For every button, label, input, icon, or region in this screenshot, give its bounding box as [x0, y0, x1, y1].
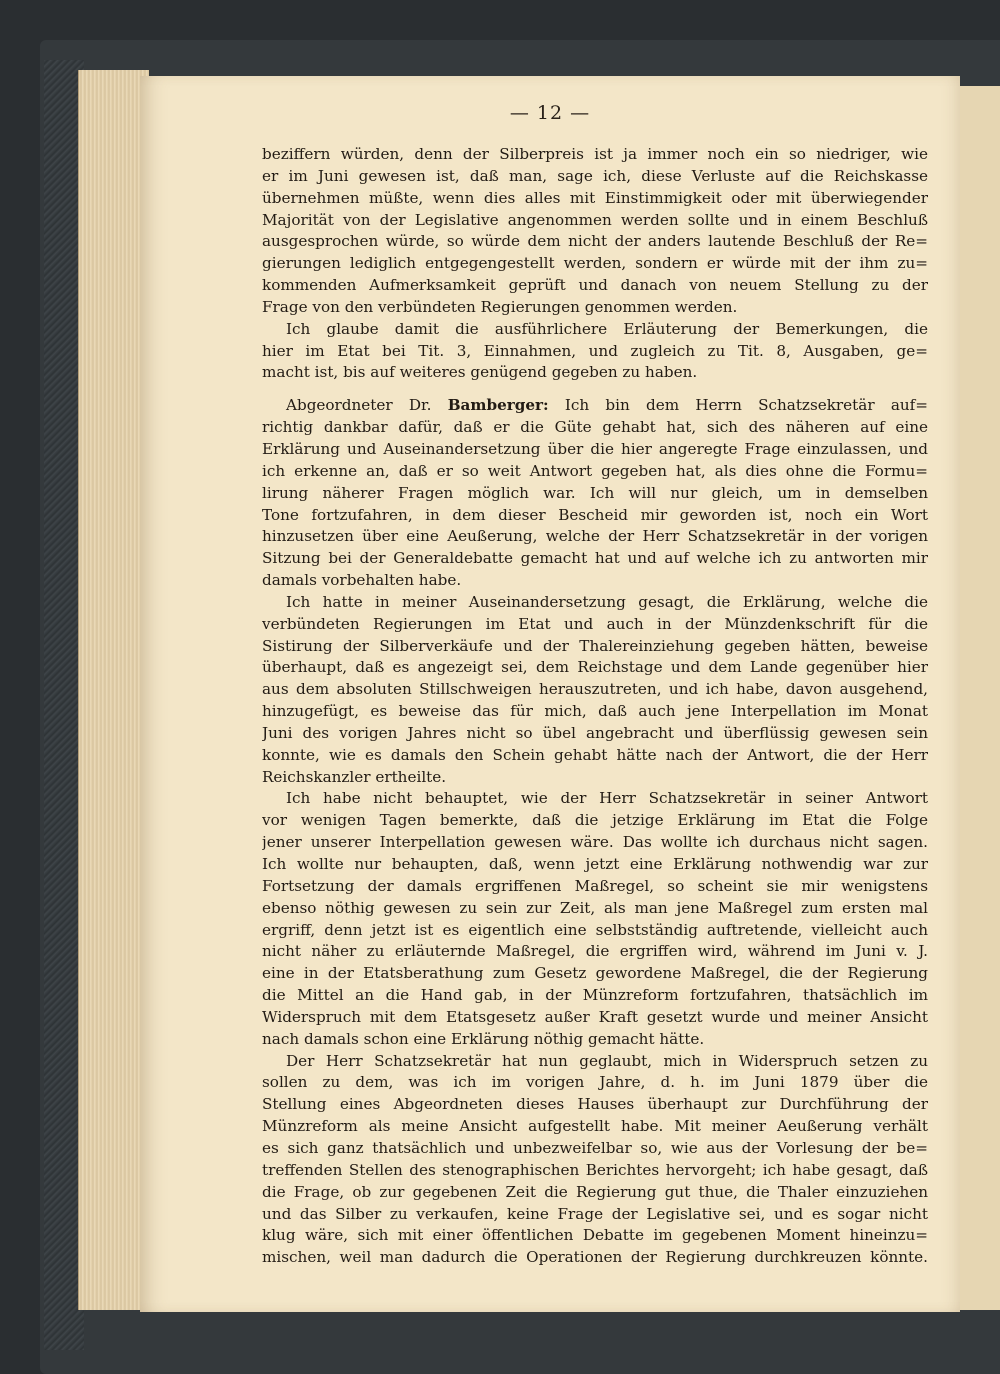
text-line: gierungen lediglich entgegengestellt werden, sondern er würde mit der ihm zu= — [262, 254, 928, 273]
text-line: hier im Etat bei Tit. 3, Einnahmen, und zugleich zu Tit. 8, Ausgaben, ge= — [262, 341, 928, 360]
text-line: jener unserer Interpellation gewesen wäre. Das wollte ich durchaus nicht sagen. — [262, 833, 928, 852]
text-line: lirung näherer Fragen möglich war. Ich will nur gleich, um in demselben — [262, 483, 928, 502]
text-line: Widerspruch mit dem Etatsgesetz außer Kraft gesetzt wurde und meiner Ansicht — [262, 1007, 928, 1026]
text-line: ergriff, denn jetzt ist es eigentlich eine selbstständig auftretende, vielleicht auch — [262, 920, 928, 939]
text-line: überhaupt, daß es angezeigt sei, dem Reichstage und dem Lande gegenüber hier — [262, 658, 928, 677]
text-line: beziffern würden, denn der Silberpreis ist ja immer noch ein so niedriger, wie — [262, 145, 928, 163]
page-body — [262, 144, 928, 1269]
text-line: ich erkenne an, daß er so weit Antwort gegeben hat, als dies ohne die Formu= — [262, 461, 928, 480]
text-line: eine in der Etatsberathung zum Gesetz gewordene Maßregel, die der Regierung — [262, 964, 928, 983]
text-line: Sistirung der Silberverkäufe und der Thalereinziehung gegeben hätten, beweise — [262, 636, 928, 655]
paragraph — [262, 144, 928, 319]
text-line: hinzugefügt, es beweise das für mich, daß auch jene Interpellation im Monat — [262, 702, 928, 721]
text-line: Ich wollte nur behaupten, daß, wenn jetzt eine Erklärung nothwendig war zur — [262, 855, 928, 873]
speaker-prefix: Abgeordneter Dr. — [286, 396, 432, 415]
text-line: Ich hatte in meiner Auseinandersetzung gesagt, die Erklärung, welche die — [286, 592, 928, 611]
text-line: nicht näher zu erläuternde Maßregel, die ergriffen wird, während im Juni v. J. — [262, 942, 928, 961]
text-line: sollen zu dem, was ich im vorigen Jahre, d. h. im Juni 1879 über die — [262, 1073, 928, 1092]
text-line: vor wenigen Tagen bemerkte, daß die jetzige Erklärung im Etat die Folge — [262, 811, 928, 830]
text-line: konnte, wie es damals den Schein gehabt hätte nach der Antwort, die der Herr — [262, 745, 928, 764]
text-line: treffenden Stellen des stenographischen Berichtes hervorgeht; ich habe gesagt, daß — [262, 1160, 928, 1179]
text-line: Juni des vorigen Jahres nicht so übel angebracht und überflüssig gewesen sein — [262, 723, 928, 742]
speaker-paragraph — [262, 395, 928, 592]
text-line: hinzusetzen über eine Aeußerung, welche der Herr Schatzsekretär in der vorigen — [262, 527, 928, 546]
text-line: nach damals schon eine Erklärung nöthig gemacht hätte. — [262, 1029, 705, 1048]
text-line: verbündeten Regierungen im Etat und auch in der Münzdenkschrift für die — [262, 614, 928, 633]
text-line: Majorität von der Legislative angenommen werden sollte und in einem Beschluß — [262, 210, 928, 229]
text-line: macht ist, bis auf weiteres genügend gegeben zu haben. — [262, 363, 698, 382]
text-line: Ich habe nicht behauptet, wie der Herr Schatzsekretär in seiner Antwort — [286, 789, 928, 808]
text-line: Frage von den verbündeten Regierungen genommen werden. — [262, 297, 738, 316]
text-line: aus dem absoluten Stillschweigen herauszutreten, und ich habe, davon ausgehend, — [262, 680, 928, 699]
book-page — [140, 76, 960, 1312]
text-line: Reichskanzler ertheilte. — [262, 767, 447, 786]
text-line: Erklärung und Auseinandersetzung über die hier angeregte Frage einzulassen, und — [262, 439, 928, 458]
page-number: — 12 — — [509, 102, 591, 124]
speaker-line — [262, 395, 928, 417]
text-line: Tone fortzufahren, in dem dieser Bescheid mir geworden ist, noch ein Wort — [262, 505, 928, 524]
speaker-name: Bamberger: — [447, 396, 549, 415]
text-line: mischen, weil man dadurch die Operationen der Regierung durchkreuzen könnte. — [262, 1248, 928, 1267]
text-line: er im Juni gewesen ist, daß man, sage ich, diese Verluste auf die Reichskasse — [262, 166, 928, 185]
text-line: kommenden Aufmerksamkeit geprüft und danach von neuem Stellung zu der — [262, 276, 928, 295]
text-line: richtig dankbar dafür, daß er die Güte gehabt hat, sich des näheren auf eine — [262, 418, 928, 437]
text-line: ebenso nöthig gewesen zu sein zur Zeit, als man jene Maßregel zum ersten mal — [262, 898, 928, 917]
text-line: Ich glaube damit die ausführlichere Erläuterung der Bemerkungen, die — [286, 319, 928, 338]
speaker-line-rest: Ich bin dem Herrn Schatzsekretär auf= — [564, 396, 928, 415]
text-line: Der Herr Schatzsekretär hat nun geglaubt, mich in Widerspruch setzen zu — [286, 1051, 928, 1070]
text-line: Fortsetzung der damals ergriffenen Maßregel, so scheint sie mir wenigstens — [262, 876, 928, 895]
text-line: die Mittel an die Hand gab, in der Münzreform fortzufahren, thatsächlich im — [262, 986, 928, 1005]
paragraph — [262, 788, 928, 1050]
paragraph — [262, 1051, 928, 1269]
paragraph — [262, 592, 928, 789]
text-line: ausgesprochen würde, so würde dem nicht der anders lautende Beschluß der Re= — [262, 232, 928, 251]
page-edges — [78, 70, 149, 1310]
text-line: übernehmen müßte, wenn dies alles mit Einstimmigkeit oder mit überwiegender — [262, 188, 928, 207]
text-line: klug wäre, sich mit einer öffentlichen Debatte im gegebenen Moment hineinzu= — [262, 1226, 928, 1245]
text-line: Münzreform als meine Ansicht aufgestellt habe. Mit meiner Aeußerung verhält — [262, 1117, 928, 1136]
paragraph — [262, 319, 928, 385]
text-line: und das Silber zu verkaufen, keine Frage der Legislative sei, und es sogar nicht — [262, 1204, 928, 1223]
text-line: damals vorbehalten habe. — [262, 571, 462, 590]
text-line: die Frage, ob zur gegebenen Zeit die Regierung gut thue, die Thaler einzuziehen — [262, 1182, 928, 1201]
text-line: es sich ganz thatsächlich und unbezweifelbar so, wie aus der Vorlesung der be= — [262, 1138, 928, 1157]
text-line: Sitzung bei der Generaldebatte gemacht hat und auf welche ich zu antworten mir — [262, 549, 928, 568]
facing-page-edge — [954, 86, 1000, 1310]
text-line: Stellung eines Abgeordneten dieses Hauses überhaupt zur Durchführung der — [262, 1095, 928, 1114]
